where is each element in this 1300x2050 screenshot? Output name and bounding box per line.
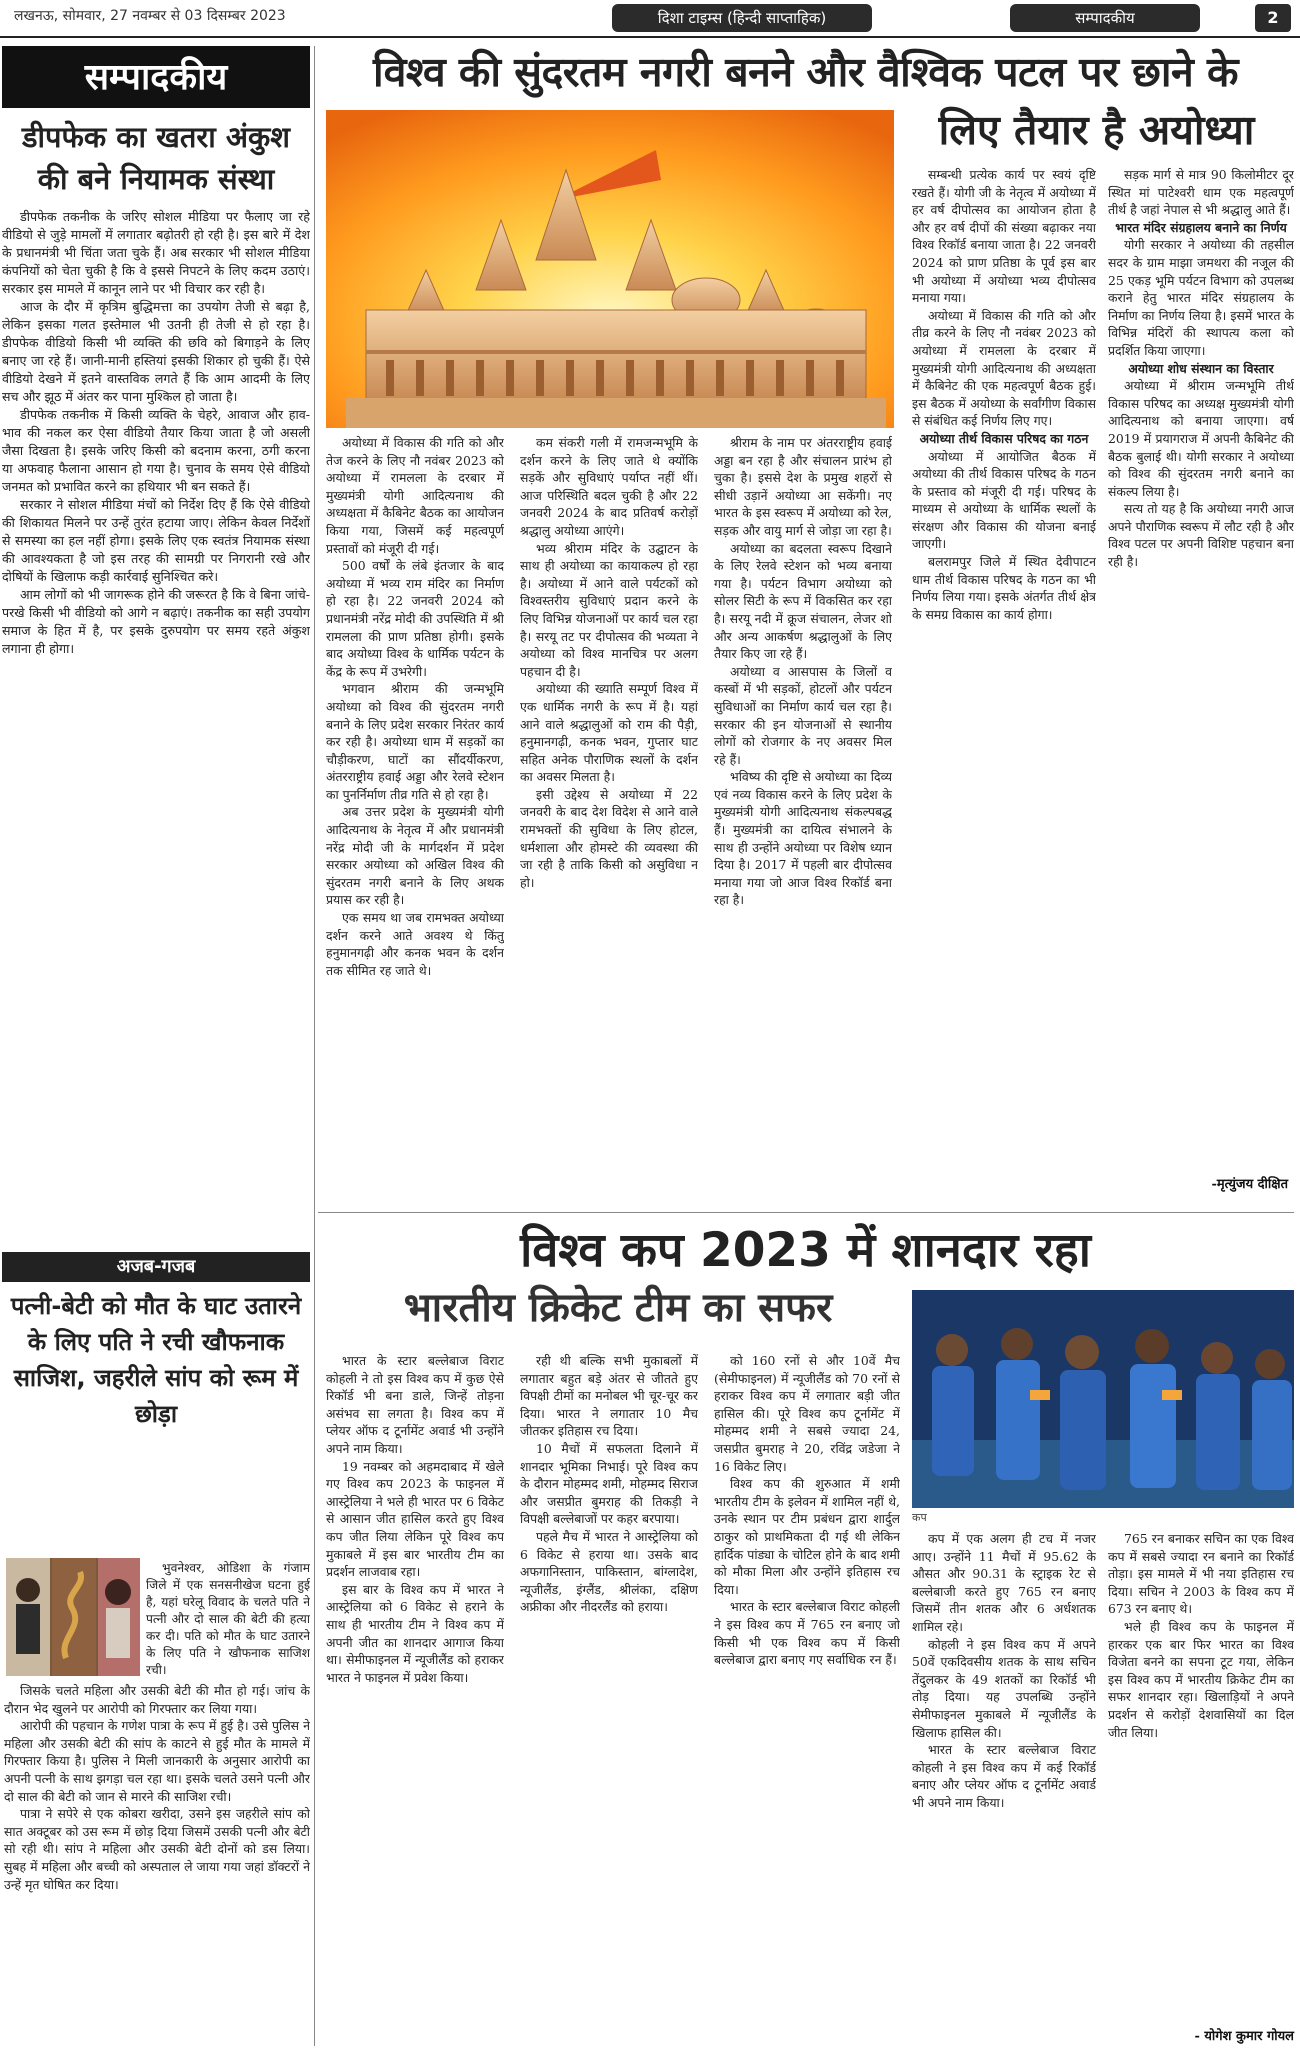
cricket-paragraph: इस बार के विश्व कप में भारत ने आस्ट्रेलिया को 6 विकेट से हराने के साथ ही भारतीय टीम ने विश्व कप में अपनी जीत का शानदार आगाज किया था। सेमीफाइनल में न्यूजीलैंड को हराकर भारत ने फाइनल में प्रवेश किया।	[326, 1581, 504, 1685]
cricket-paragraph: कोहली ने इस विश्व कप में अपने 50वें एकदिवसीय शतक के साथ सचिन तेंदुलकर के 49 शतकों का रिकॉर्ड भी तोड़ दिया। यह उपलब्धि उन्होंने सेमीफाइनल मुकाबले में न्यूजीलैंड के खिलाफ हासिल की।	[912, 1636, 1096, 1740]
ayodhya-subhead: अयोध्या तीर्थ विकास परिषद का गठन	[919, 430, 1089, 446]
ayodhya-paragraph: सड़क मार्ग से मात्र 90 किलोमीटर दूर स्थित मां पाटेश्वरी धाम एक महत्वपूर्ण तीर्थ है जहां नेपाल से भी श्रद्धालु आते हैं।	[1108, 167, 1294, 218]
cricket-paragraph: कप में एक अलग ही टच में नजर आए। उन्होंने 11 मैचों में 95.62 के औसत और 90.31 के स्ट्राइक रेट से बल्लेबाजी करते हुए 765 रन बनाए जिसमें तीन शतक और 6 अर्धशतक शामिल रहे।	[912, 1531, 1096, 1634]
editorial-paragraph: आम लोगों को भी जागरूक होने की जरूरत है कि वे बिना जांचे-परखे किसी भी वीडियो को आगे न बढ़ाएं। तकनीक का सही उपयोग समाज के हित में है, पर इसके दुरुपयोग पर समय रहते अंकुश लगाना ही होगा।	[2, 587, 310, 656]
cricket-byline: - योगेश कुमार गोयल	[1194, 2029, 1294, 2044]
page-header-strip	[0, 0, 1300, 38]
cricket-paragraph: 765 रन बनाकर सचिन का एक विश्व कप में सबसे ज्यादा रन बनाने का रिकॉर्ड तोड़ा। इस मामले में भी नया इतिहास रच दिया। सचिन ने 2003 के विश्व कप में 673 रन बनाए थे।	[1108, 1531, 1294, 1617]
cricket-headline-line2: भारतीय क्रिकेट टीम का सफर	[403, 1285, 833, 1331]
editorial-paragraph: आज के दौर में कृत्रिम बुद्धिमत्ता का उपयोग तेजी से बढ़ा है, लेकिन इसका गलत इस्तेमाल भी उतनी ही तेजी से हो रहा है। डीपफेक वीडियो किसी भी व्यक्ति की छवि को बिगाड़ने के लिए बनाए जा रहे हैं। जानी-मानी हस्तियां इसकी शिकार हो चुकी हैं। ऐसे वीडियो देखने में इतने वास्तविक लगते हैं कि आम आदमी के लिए सच और झूठ में अंतर कर पाना मुश्किल हो जाता है।	[2, 299, 310, 404]
editorial-paragraph: डीपफेक तकनीक के जरिए सोशल मीडिया पर फैलाए जा रहे वीडियो से जुड़े मामलों में लगातार बढ़ोतरी हो रही है। इस बारे में देश के प्रधानमंत्री भी चिंता जता चुके हैं। अब सरकार भी सोशल मीडिया कंपनियों को चेता चुकी है कि वे इससे निपटने के लिए कदम उठाएं। सरकार इस मामले में कानून लाने पर भी विचार कर रही है।	[2, 209, 310, 296]
ayodhya-subhead: भारत मंदिर संग्रहालय बनाने का निर्णय	[1115, 219, 1287, 235]
cricket-column-4	[912, 1530, 1096, 2042]
ayodhya-paragraph: भगवान श्रीराम की जन्मभूमि अयोध्या को विश्व की सुंदरतम नगरी बनाने के लिए प्रदेश सरकार निरंतर कार्य कर रही है। अयोध्या धाम में सड़कों का चौड़ीकरण, घाटों का सौंदर्यीकरण, अंतरराष्ट्रीय हवाई अड्डा और रेलवे स्टेशन का पुनर्निर्माण तीव्र गति से हो रहा है।	[326, 681, 504, 802]
cricket-paragraph: 19 नवम्बर को अहमदाबाद में खेले गए विश्व कप 2023 के फाइनल में आस्ट्रेलिया ने भले ही भारत पर 6 विकेट से आसान जीत हासिल करते हुए विश्व कप जीत लिया लेकिन पूरे विश्व कप मुकाबले में इस बार भारतीय टीम का प्रदर्शन लाजवाब रहा।	[326, 1458, 504, 1580]
ajab-gajab-headline: पत्नी-बेटी को मौत के घाट उतारने के लिए पति ने रची खौफनाक साजिश, जहरीले सांप को रूम में छोड़ा	[10, 1292, 302, 1428]
ayodhya-paragraph: अयोध्या में आयोजित बैठक में अयोध्या की तीर्थ विकास परिषद के गठन के प्रस्ताव को मंजूरी दी गई। परिषद के माध्यम से अयोध्या के धार्मिक स्थलों के संरक्षण और विकास की योजना बनाई जाएगी।	[912, 448, 1096, 552]
page-number: 2	[1255, 4, 1291, 32]
cricket-paragraph: भले ही विश्व कप के फाइनल में हारकर एक बार फिर भारत का विश्व विजेता बनने का सपना टूट गया, लेकिन इस विश्व कप में भारतीय क्रिकेट टीम का सफर शानदार रहा। खिलाड़ियों ने अपने प्रदर्शन से करोड़ों देशवासियों का दिल जीत लिया।	[1108, 1618, 1294, 1740]
ayodhya-paragraph: भव्य श्रीराम मंदिर के उद्घाटन के साथ ही अयोध्या का कायाकल्प हो रहा है। अयोध्या में आने वाले पर्यटकों को विश्वस्तरीय सुविधाएं प्रदान करने के लिए विभिन्न योजनाओं पर कार्य चल रहा है। सरयू तट पर दीपोत्सव की भव्यता ने अयोध्या को विश्व मानचित्र पर अलग पहचान दी है।	[520, 540, 698, 679]
editorial-paragraph: सरकार ने सोशल मीडिया मंचों को निर्देश दिए हैं कि ऐसे वीडियो की शिकायत मिलने पर उन्हें तुरंत हटाया जाए। लेकिन केवल निर्देशों से समस्या का हल नहीं होगा। इसके लिए एक स्वतंत्र नियामक संस्था की आवश्यकता है जो इस तरह की सामग्री पर निगरानी रखे और दोषियों के खिलाफ कड़ी कार्रवाई सुनिश्चित करे।	[2, 497, 310, 584]
ayodhya-paragraph: एक समय था जब रामभक्त अयोध्या दर्शन करने आते अवश्य थे किंतु हनुमानगढ़ी और कनक भवन के दर्शन तक सीमित रह जाते थे।	[326, 910, 504, 978]
ayodhya-paragraph: अब उत्तर प्रदेश के मुख्यमंत्री योगी आदित्यनाथ के नेतृत्व में और प्रधानमंत्री नरेंद्र मोदी जी के मार्गदर्शन में प्रदेश सरकार अयोध्या को अखिल विश्व की सुंदरतम नगरी बनाने के लिए अथक प्रयास कर रही है।	[326, 804, 504, 908]
cricket-paragraph: भारत के स्टार बल्लेबाज विराट कोहली ने इस विश्व कप में 765 रन बनाए जो किसी भी एक विश्व कप में किसी बल्लेबाज द्वारा बनाए गए सर्वाधिक रन हैं।	[714, 1599, 900, 1668]
ayodhya-column-4	[912, 166, 1096, 1194]
cricket-column-5	[1108, 1530, 1294, 2020]
ayodhya-paragraph: अयोध्या व आसपास के जिलों व कस्बों में भी सड़कों, होटलों और पर्यटन सुविधाओं का निर्माण कार्य चल रहा है। सरकार की इन योजनाओं से स्थानीय लोगों को रोजगार के नए अवसर मिल रहे हैं।	[714, 663, 892, 767]
ayodhya-paragraph: सम्बन्धी प्रत्येक कार्य पर स्वयं दृष्टि रखते हैं। योगी जी के नेतृत्व में अयोध्या में हर वर्ष दीपोत्सव का आयोजन होता है और हर वर्ष दीपों की संख्या बढ़ाकर नया विश्व रिकॉर्ड बनाया जाता है। 22 जनवरी 2024 को प्राण प्रतिष्ठा के पूर्व इस बार भी अयोध्या में अयोध्या भव्य दीपोत्सव मनाया गया।	[912, 167, 1096, 306]
editorial-masthead: सम्पादकीय	[2, 46, 310, 108]
dateline: लखनऊ, सोमवार, 27 नवम्बर से 03 दिसम्बर 2023	[14, 8, 286, 24]
cricket-paragraph: पहले मैच में भारत ने आस्ट्रेलिया को 6 विकेट से हराया था। उसके बाद अफगानिस्तान, पाकिस्तान, बांग्लादेश, न्यूजीलैंड, इंग्लैंड, श्रीलंका, दक्षिण अफ्रीका और नीदरलैंड को हराया।	[520, 1528, 698, 1615]
ajab-gajab-paragraph: पात्रा ने सपेरे से एक कोबरा खरीदा, उसने इस जहरीले सांप को सात अक्टूबर को उस रूम में छोड़ दिया जिसमें उसकी पत्नी और बेटी सो रही थी। सांप ने महिला और उसकी बेटी दोनों को डस लिया। सुबह में महिला और बच्ची को अस्पताल ले जाया गया जहां डॉक्टरों ने उन्हें मृत घोषित कर दिया।	[4, 1806, 310, 1892]
ajab-gajab-label: अजब-गजब	[2, 1252, 310, 1282]
cricket-paragraph: विश्व कप की शुरुआत में शमी भारतीय टीम के इलेवन में शामिल नहीं थे, उनके स्थान पर टीम प्रबंधन द्वारा शार्दुल ठाकुर को प्राथमिकता दी गई थी लेकिन हार्दिक पांड्या के चोटिल होने के बाद शमी को मौका मिला और उन्होंने इतिहास रच दिया।	[714, 1476, 900, 1597]
ayodhya-paragraph: अयोध्या में विकास की गति को और तीव्र करने के लिए नौ नवंबर 2023 को अयोध्या में रामलला के दरबार में मुख्यमंत्री योगी आदित्यनाथ की अध्यक्षता में कैबिनेट की एक महत्वपूर्ण बैठक हुई। इस बैठक में अयोध्या के सर्वांगीण विकास से संबंधित कई निर्णय लिए गए।	[912, 307, 1096, 429]
ayodhya-headline-line1: विश्व की सुंदरतम नगरी बनने और वैश्विक पटल पर छाने के	[372, 48, 1239, 96]
cricket-team-photo	[912, 1290, 1294, 1508]
cricket-headline-line1: विश्व कप 2023 में शानदार रहा	[520, 1223, 1091, 1278]
ayodhya-paragraph: सत्य तो यह है कि अयोध्या नगरी आज अपने पौराणिक स्वरूप में लौट रही है और विश्व पटल पर अपनी विशिष्ट पहचान बना रही है।	[1108, 501, 1294, 570]
ajab-gajab-lead-text: भुवनेश्वर, ओडिशा के गंजाम जिले में एक सनसनीखेज घटना हुई है, यहां घरेलू विवाद के चलते पति ने पत्नी और दो साल की बेटी की हत्या कर दी। पति को मौत के घाट उतारने के लिए पति ने खौफनाक साजिश रची।	[146, 1561, 310, 1677]
ayodhya-paragraph: अयोध्या में श्रीराम जन्मभूमि तीर्थ विकास परिषद का अध्यक्ष मुख्यमंत्री योगी आदित्यनाथ को बनाया जाएगा। वर्ष 2019 में प्रयागराज में अपनी कैबिनेट की बैठक बुलाई थी। योगी सरकार ने अयोध्या को विश्व की सुंदरतम नगरी बनाने का संकल्प लिया है।	[1108, 378, 1294, 499]
ayodhya-paragraph: अयोध्या की ख्याति सम्पूर्ण विश्व में एक धार्मिक नगरी के रूप में है। यहां आने वाले श्रद्धालुओं को राम की पैड़ी, हनुमानगढ़ी, कनक भवन, गुप्तार घाट सहित अनेक पौराणिक स्थलों के दर्शन का अवसर मिलता है।	[520, 681, 698, 785]
ayodhya-paragraph: इसी उद्देश्य से अयोध्या में 22 जनवरी के बाद देश विदेश से आने वाले रामभक्तों की सुविधा के लिए होटल, धर्मशाला और होमस्टे की व्यवस्था की जा रही है ताकि किसी को असुविधा न हो।	[520, 786, 698, 890]
ayodhya-column-1	[326, 434, 504, 1194]
cricket-photo-caption: कप	[912, 1511, 927, 1524]
ajab-gajab-lead	[146, 1560, 310, 1678]
ajab-gajab-body	[4, 1682, 310, 2042]
ayodhya-paragraph: भविष्य की दृष्टि से अयोध्या का दिव्य एवं नव्य विकास करने के लिए प्रदेश के मुख्यमंत्री योगी आदित्यनाथ संकल्पबद्ध हैं। मुख्यमंत्री का दायित्व संभालने के साथ ही उन्होंने अयोध्या पर विशेष ध्यान दिया है। 2017 में पहली बार दीपोत्सव मनाया गया जो आज विश्व रिकॉर्ड बना रहा है।	[714, 769, 892, 908]
left-column	[2, 112, 310, 1438]
cricket-paragraph: रही थी बल्कि सभी मुकाबलों में लगातार बहुत बड़े अंतर से जीतते हुए विपक्षी टीमों का मनोबल भी चूर-चूर कर दिया। भारत ने लगातार 10 मैच जीतकर इतिहास रच दिया।	[520, 1353, 698, 1439]
cricket-paragraph: भारत के स्टार बल्लेबाज विराट कोहली ने तो इस विश्व कप में कुछ ऐसे रिकॉर्ड भी बना डाले, जिन्हें तोड़ना असंभव सा लगता है। विश्व कप में प्लेयर ऑफ द टूर्नामेंट अवार्ड भी उन्होंने अपने नाम किया।	[326, 1353, 504, 1456]
ram-temple-illustration	[326, 110, 894, 428]
ajab-gajab-paragraph: आरोपी की पहचान के गणेश पात्रा के रूप में हुई है। उसे पुलिस ने महिला और उसकी बेटी की सांप के काटने से हुई मौत के मामले में गिरफ्तार किया है। पुलिस ने मिली जानकारी के अनुसार आरोपी का अपनी पत्नी के साथ झगड़ा चल रहा था। इसके चलते उसने पत्नी और दो साल की बेटी को जान से मारने की साजिश रची।	[4, 1718, 310, 1804]
ayodhya-column-3	[714, 434, 892, 1194]
cricket-paragraph: को 160 रनों से और 10वें मैच (सेमीफाइनल) में न्यूजीलैंड को 70 रनों से हराकर विश्व कप में लगातार बड़ी जीत हासिल की। पूरे विश्व कप टूर्नामेंट में मोहम्मद शमी ने सबसे ज्यादा 24, जसप्रीत बुमराह ने 20, रविंद्र जडेजा ने 16 विकेट लिए।	[714, 1353, 900, 1474]
paper-name-badge: दिशा टाइम्स (हिन्दी साप्ताहिक)	[612, 4, 872, 32]
cricket-column-2	[520, 1352, 698, 2042]
ayodhya-paragraph: श्रीराम के नाम पर अंतरराष्ट्रीय हवाई अड्डा बन रहा है और संचालन प्रारंभ हो चुका है। इससे देश के प्रमुख शहरों से सीधी उड़ानें अयोध्या आ सकेंगी। नए भारत के इस स्वरूप में अयोध्या को रेल, सड़क और वायु मार्ग से जोड़ा जा रहा है।	[714, 435, 892, 538]
column-divider	[314, 46, 315, 2046]
ayodhya-paragraph: बलरामपुर जिले में स्थित देवीपाटन धाम तीर्थ विकास परिषद के गठन का भी निर्णय लिया गया। इसके अंतर्गत तीर्थ क्षेत्र के समग्र विकास का कार्य होगा।	[912, 554, 1096, 622]
ayodhya-headline-line2: लिए तैयार है अयोध्या	[938, 106, 1255, 154]
editorial-paragraph: डीपफेक तकनीक में किसी व्यक्ति के चेहरे, आवाज और हाव-भाव की नकल कर ऐसा वीडियो तैयार किया जाता है जो असली जैसा दिखता है। इसके जरिए किसी को बदनाम करना, ठगी करना या अफवाह फैलाना आसान हो गया है। चुनाव के समय ऐसे वीडियो जनमत को प्रभावित करने का हथियार भी बन सकते हैं।	[2, 407, 310, 494]
ayodhya-paragraph: 500 वर्षों के लंबे इंतजार के बाद अयोध्या में भव्य राम मंदिर का निर्माण हो रहा है। 22 जनवरी 2024 को प्रधानमंत्री नरेंद्र मोदी की उपस्थिति में श्री रामलला की प्राण प्रतिष्ठा होगी। इसके बाद अयोध्या विश्व के धार्मिक पर्यटन के केंद्र के रूप में उभरेगी।	[326, 558, 504, 679]
cricket-column-3	[714, 1352, 900, 2042]
ayodhya-subhead: अयोध्या शोध संस्थान का विस्तार	[1128, 360, 1274, 376]
editorial-body	[2, 208, 310, 1248]
editorial-headline: डीपफेक का खतरा अंकुश की बने नियामक संस्था	[22, 120, 290, 196]
ayodhya-column-2	[520, 434, 698, 1194]
ayodhya-paragraph: कम संकरी गली में रामजन्मभूमि के दर्शन करने के लिए जाते थे क्योंकि सड़कें और सुविधाएं पर्याप्त नहीं थीं। आज परिस्थिति बदल चुकी है और 22 जनवरी 2024 के बाद प्रतिवर्ष करोड़ों श्रद्धालु अयोध्या आएंगे।	[520, 435, 698, 538]
ayodhya-paragraph: योगी सरकार ने अयोध्या की तहसील सदर के ग्राम माझा जमथरा की नजूल की 25 एकड़ भूमि पर्यटन विभाग को उपलब्ध कराने हेतु भारत मंदिर संग्रहालय के निर्माण का निर्णय लिया है। इसमें भारत के विभिन्न मंदिरों की स्थापत्य कला को प्रदर्शित किया जाएगा।	[1108, 237, 1294, 358]
ayodhya-paragraph: अयोध्या में विकास की गति को और तेज करने के लिए नौ नवंबर 2023 को अयोध्या में रामलला के दरबार में मुख्यमंत्री योगी आदित्यनाथ की अध्यक्षता में कैबिनेट बैठक का आयोजन किया गया, जिसमें कई महत्वपूर्ण प्रस्तावों को मंजूरी दी गई।	[326, 435, 504, 556]
section-badge: सम्पादकीय	[1010, 4, 1200, 32]
cricket-paragraph: भारत के स्टार बल्लेबाज विराट कोहली ने इस विश्व कप में कई रिकॉर्ड बनाए और प्लेयर ऑफ द टूर्नामेंट अवार्ड भी अपने नाम किया।	[912, 1742, 1096, 1810]
cricket-column-1	[326, 1352, 504, 2042]
ayodhya-paragraph: अयोध्या का बदलता स्वरूप दिखाने के लिए रेलवे स्टेशन को भव्य बनाया गया है। पर्यटन विभाग अयोध्या को सोलर सिटी के रूप में विकसित कर रहा है। सरयू नदी में क्रूज संचालन, लेजर शो और अन्य आकर्षण श्रद्धालुओं के लिए तैयार किए जा रहे हैं।	[714, 540, 892, 662]
cricket-paragraph: 10 मैचों में सफलता दिलाने में शानदार भूमिका निभाई। पूरे विश्व कप के दौरान मोहम्मद शमी, मोहम्मद सिराज और जसप्रीत बुमराह की तिकड़ी ने विपक्षी बल्लेबाजों पर कहर बरपाया।	[520, 1440, 698, 1527]
section-divider	[318, 1212, 1294, 1213]
crime-story-photo	[6, 1558, 140, 1676]
ayodhya-column-5	[1108, 166, 1294, 1166]
ajab-gajab-paragraph: जिसके चलते महिला और उसकी बेटी की मौत हो गई। जांच के दौरान भेद खुलने पर आरोपी को गिरफ्तार कर लिया गया।	[4, 1683, 310, 1716]
ayodhya-byline: -मृत्युंजय दीक्षित	[1211, 1177, 1288, 1192]
